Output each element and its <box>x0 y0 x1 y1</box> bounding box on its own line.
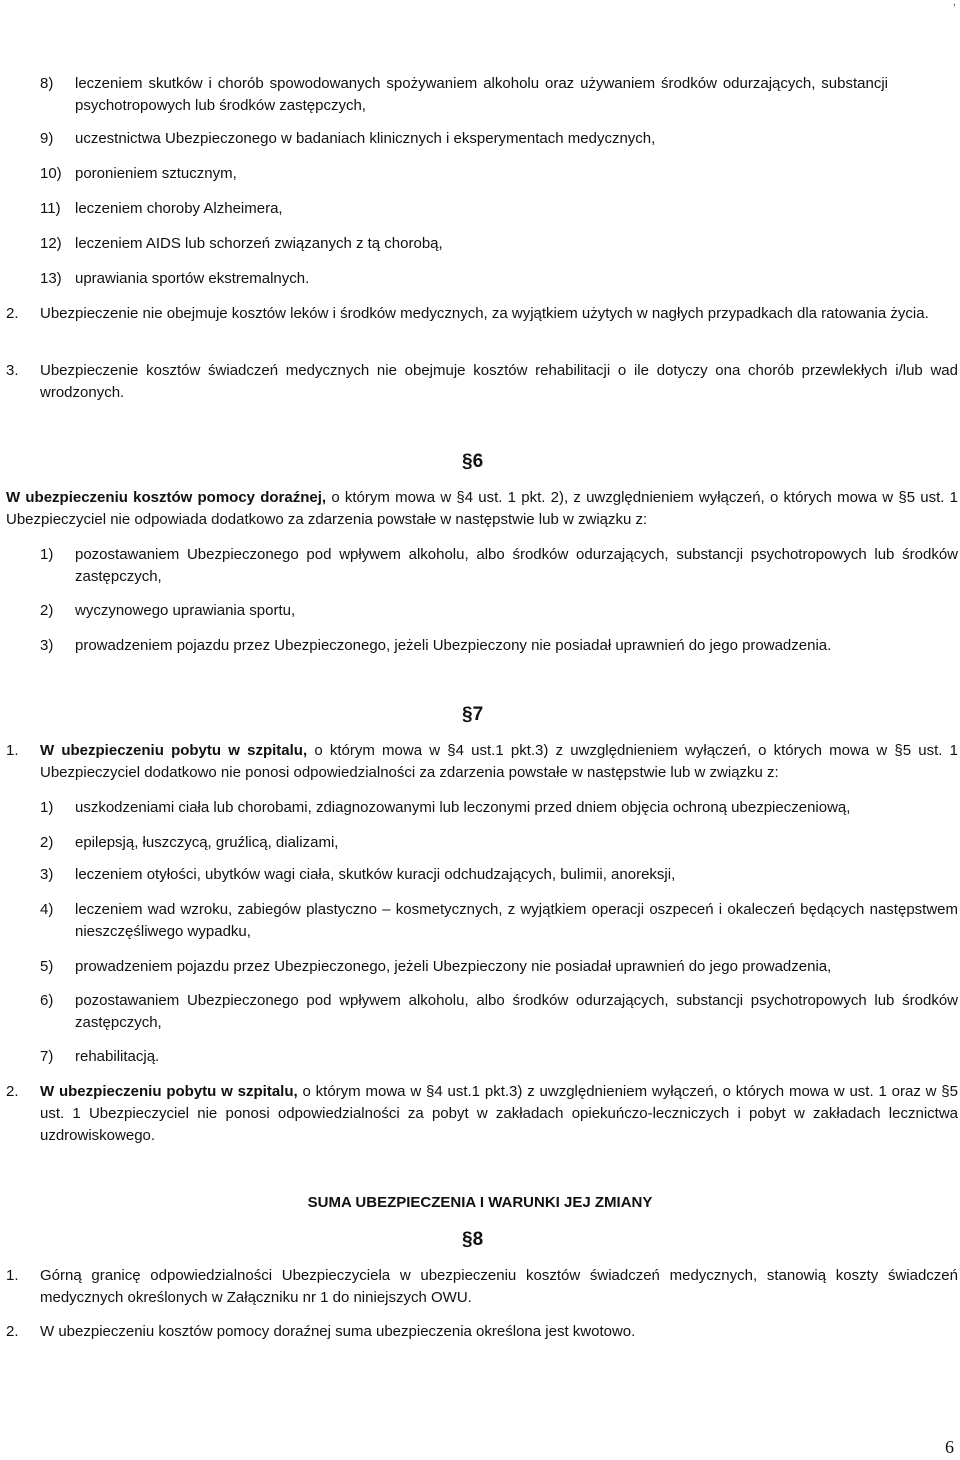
list-item: 2) epilepsją, łuszczycą, gruźlicą, dializami, <box>40 834 339 851</box>
list-item: 2) wyczynowego uprawiania sportu, <box>40 602 296 619</box>
numbered-paragraph: 2. W ubezpieczeniu pobytu w szpitalu, o którym mowa w §4 ust.1 pkt.3) z uwzględnieniem wyłączeń, o których mowa w ust. 1 oraz w §5 ust. 1 Ubezpieczyciel nie ponosi odpowiedzialności za pobyt w zakładach opiekuńczo-leczniczych i pobyt w zakładach lecznictwa uzdrowiskowego. <box>6 1083 958 1144</box>
section-8-heading: §8 <box>462 1229 484 1250</box>
list-item: 7) rehabilitacją. <box>40 1048 160 1065</box>
corner-mark: , <box>952 0 956 8</box>
numbered-paragraph: 1. Górną granicę odpowiedzialności Ubezpieczyciela w ubezpieczeniu kosztów świadczeń medycznych, stanowią koszty świadczeń medycznych określonych w Załączniku nr 1 do niniejszych OWU. <box>6 1267 958 1306</box>
numbered-paragraph: 3. Ubezpieczenie kosztów świadczeń medycznych nie obejmuje kosztów rehabilitacji o ile dotyczy ona chorób przewlekłych i/lub wad wrodzonych. <box>6 362 958 401</box>
list-item: 3) leczeniem otyłości, ubytków wagi ciała, skutków kuracji odchudzających, bulimii, anoreksji, <box>40 866 676 883</box>
list-item: 13) uprawiania sportów ekstremalnych. <box>40 270 310 287</box>
list-item: 9) uczestnictwa Ubezpieczonego w badaniach klinicznych i eksperymentach medycznych, <box>40 130 656 147</box>
numbered-paragraph: 1. W ubezpieczeniu pobytu w szpitalu, o którym mowa w §4 ust.1 pkt.3) z uwzględnieniem wyłączeń, o których mowa w §5 ust. 1 Ubezpieczyciel dodatkowo nie ponosi odpowiedzialności za zdarzenia powstałe w następstwie lub w związku z: <box>6 742 958 781</box>
numbered-paragraph: 2. Ubezpieczenie nie obejmuje kosztów leków i środków medycznych, za wyjątkiem użytych w nagłych przypadkach dla ratowania życia. <box>6 305 929 322</box>
list-item: 1) pozostawaniem Ubezpieczonego pod wpływem alkoholu, albo środków odurzających, substancji psychotropowych lub środków zastępczych, <box>40 546 958 585</box>
numbered-paragraph: 2. W ubezpieczeniu kosztów pomocy doraźnej suma ubezpieczenia określona jest kwotowo. <box>6 1323 636 1340</box>
list-item: 1) uszkodzeniami ciała lub chorobami, zdiagnozowanymi lub leczonymi przed dniem objęcia ochroną ubezpieczeniową, <box>40 799 851 816</box>
section-7-heading: §7 <box>462 704 484 725</box>
list-item: 5) prowadzeniem pojazdu przez Ubezpieczonego, jeżeli Ubezpieczony nie posiadał uprawnień do jego prowadzenia, <box>40 958 832 975</box>
list-item: 8) leczeniem skutków i chorób spowodowanych spożywaniem alkoholu oraz używaniem środków odurzających, substancji psychotropowych lub środków zastępczych, <box>40 75 888 114</box>
section-title: SUMA UBEZPIECZENIA I WARUNKI JEJ ZMIANY <box>307 1194 653 1211</box>
list-item: 4) leczeniem wad wzroku, zabiegów plastyczno – kosmetycznych, z wyjątkiem operacji oszpeceń i okaleczeń będących następstwem nieszczęśliwego wypadku, <box>40 901 958 940</box>
list-item: 11) leczeniem choroby Alzheimera, <box>40 200 283 217</box>
list-item: 10) poronieniem sztucznym, <box>40 165 237 182</box>
list-item: 6) pozostawaniem Ubezpieczonego pod wpływem alkoholu, albo środków odurzających, substancji psychotropowych lub środków zastępczych, <box>40 992 958 1031</box>
page-number: 6 <box>945 1437 954 1457</box>
section-6-intro: W ubezpieczeniu kosztów pomocy doraźnej, o którym mowa w §4 ust. 1 pkt. 2), z uwzględnieniem wyłączeń, o których mowa w §5 ust. 1 Ubezpieczyciel nie odpowiada dodatkowo za zdarzenia powstałe w następstwie lub w związku z: <box>6 489 959 528</box>
list-item: 3) prowadzeniem pojazdu przez Ubezpieczonego, jeżeli Ubezpieczony nie posiadał uprawnień do jego prowadzenia. <box>40 637 832 654</box>
section-6-heading: §6 <box>462 451 484 472</box>
list-item: 12) leczeniem AIDS lub schorzeń związanych z tą chorobą, <box>40 235 443 252</box>
